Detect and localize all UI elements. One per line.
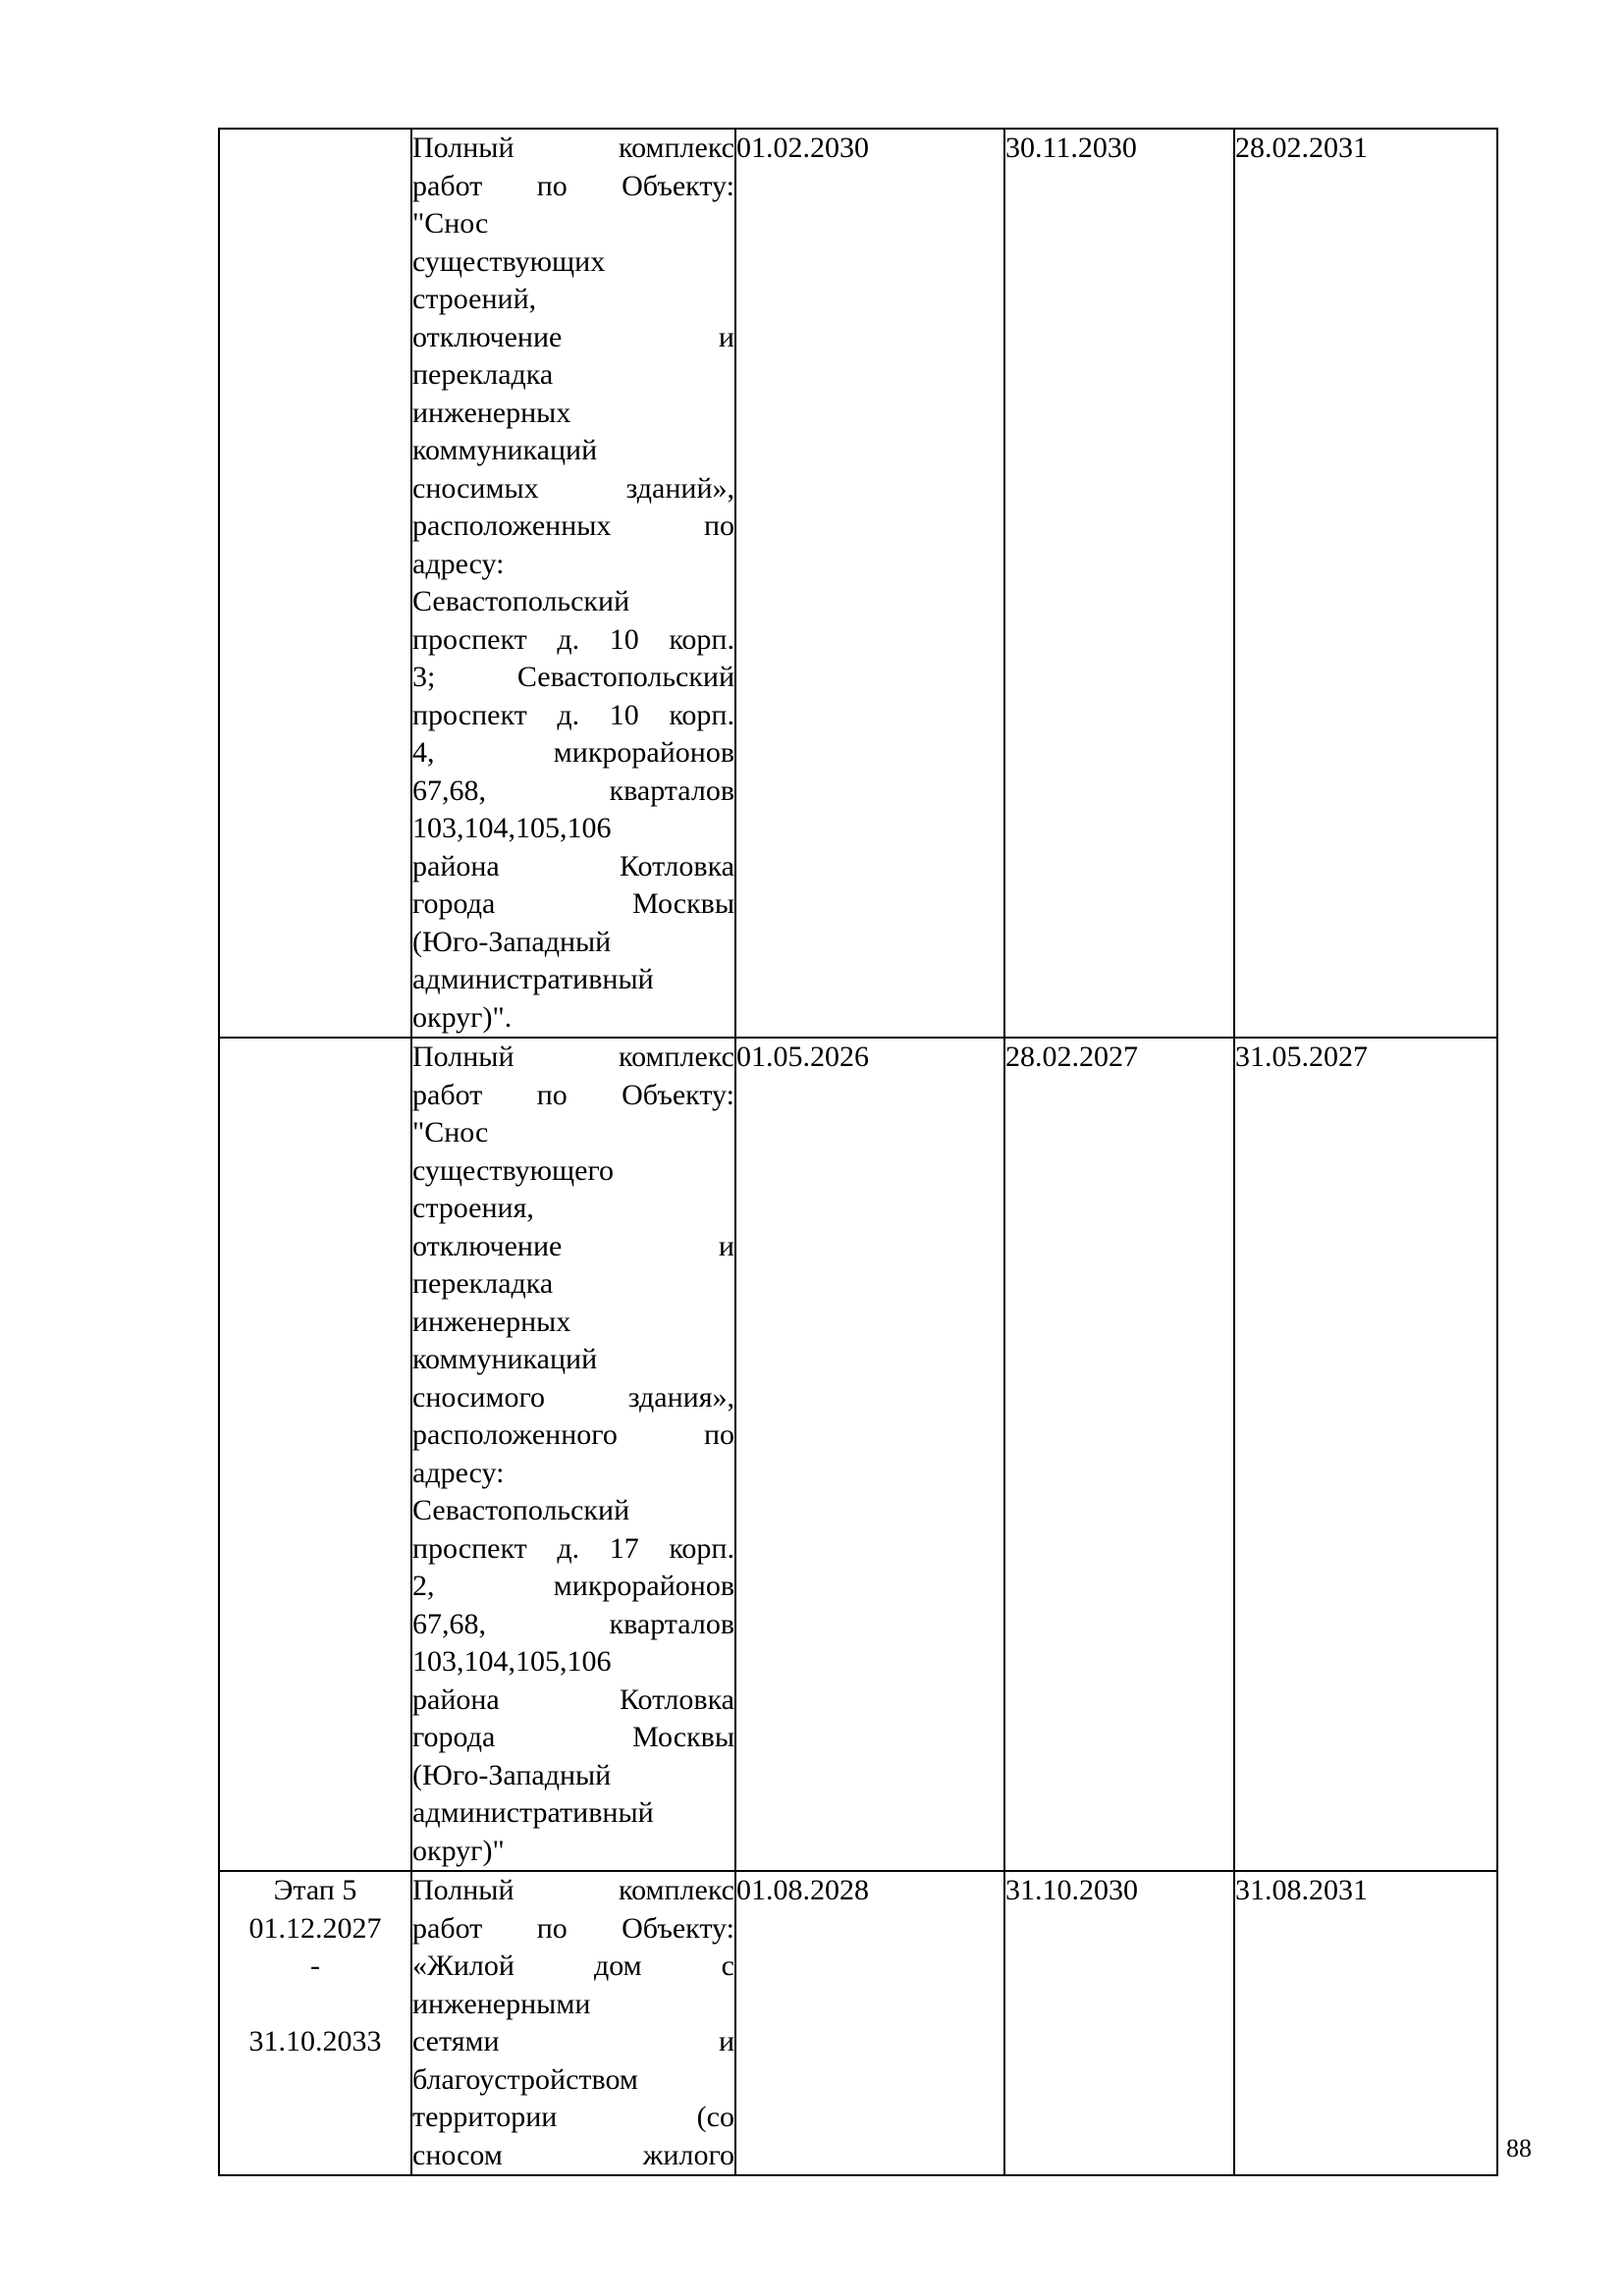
work-line: работ по Объекту: bbox=[412, 169, 734, 202]
work-line: сносом жилого bbox=[412, 2138, 734, 2171]
end-date: 28.02.2027 bbox=[1005, 1041, 1138, 1073]
work-line: сетями и bbox=[412, 2025, 734, 2057]
final-date-cell bbox=[1234, 1871, 1497, 2175]
start-date: 01.02.2030 bbox=[736, 132, 869, 164]
work-line: 67,68, кварталов bbox=[412, 774, 734, 807]
work-line: благоустройством bbox=[412, 2062, 638, 2096]
work-line: "Снос bbox=[412, 207, 489, 240]
table-row bbox=[219, 1038, 1497, 1871]
table-row bbox=[219, 1871, 1497, 2175]
work-line: коммуникаций bbox=[412, 434, 598, 466]
final-date-cell bbox=[1234, 1038, 1497, 1871]
work-line: территории (со bbox=[412, 2101, 734, 2133]
end-date-cell bbox=[1004, 1038, 1234, 1871]
work-line: инженерных bbox=[412, 396, 571, 429]
work-line: «Жилой дом с bbox=[412, 1949, 734, 1982]
work-line: "Снос bbox=[412, 1116, 489, 1148]
work-line: 67,68, кварталов bbox=[412, 1607, 734, 1640]
work-line: 103,104,105,106 bbox=[412, 812, 612, 844]
work-line: сносимых зданий», bbox=[412, 471, 734, 505]
work-line: инженерных bbox=[412, 1305, 571, 1338]
work-line: отключение и bbox=[412, 320, 734, 353]
work-line: проспект д. 10 корп. bbox=[412, 698, 734, 731]
stage-cell bbox=[219, 1871, 411, 2175]
work-description-cell bbox=[411, 1038, 735, 1871]
stage-line: 31.10.2033 bbox=[248, 2025, 382, 2057]
work-line: Полный комплекс bbox=[412, 1041, 734, 1073]
page-number: 88 bbox=[1506, 2134, 1532, 2163]
work-line: Севастопольский bbox=[412, 1494, 630, 1526]
work-line: административный bbox=[412, 1796, 654, 1829]
end-date-cell bbox=[1004, 1871, 1234, 2175]
stage-cell bbox=[219, 129, 411, 1038]
start-date: 01.08.2028 bbox=[736, 1874, 869, 1906]
stage-line: 01.12.2027 bbox=[248, 1911, 382, 1945]
stage-line bbox=[220, 1986, 410, 2024]
work-line: расположенных по bbox=[412, 509, 734, 542]
work-line: существующего bbox=[412, 1153, 615, 1187]
work-line: отключение и bbox=[412, 1229, 734, 1262]
work-line: округ)" bbox=[412, 1834, 505, 1867]
work-line: адресу: bbox=[412, 1456, 505, 1489]
schedule-table bbox=[218, 128, 1498, 2176]
start-date-cell bbox=[735, 129, 1004, 1038]
work-line: расположенного по bbox=[412, 1418, 734, 1451]
work-line: проспект д. 10 корп. bbox=[412, 622, 734, 656]
work-line: района Котловка bbox=[412, 849, 734, 882]
work-line: округ)". bbox=[412, 1000, 513, 1034]
work-line: (Юго-Западный bbox=[412, 925, 612, 958]
work-line: строений, bbox=[412, 283, 537, 315]
work-description bbox=[412, 1039, 734, 1870]
work-line: проспект д. 17 корп. bbox=[412, 1531, 734, 1565]
work-line: сносимого здания», bbox=[412, 1380, 734, 1414]
work-line: 2, микрорайонов bbox=[412, 1570, 734, 1602]
table-row bbox=[219, 129, 1497, 1038]
stage-lines bbox=[220, 1872, 410, 2061]
stage-cell bbox=[219, 1038, 411, 1871]
start-date-cell bbox=[735, 1871, 1004, 2175]
stage-line: Этап 5 bbox=[273, 1874, 357, 1906]
end-date: 30.11.2030 bbox=[1005, 132, 1137, 164]
work-line: административный bbox=[412, 963, 654, 995]
final-date: 31.05.2027 bbox=[1235, 1041, 1368, 1073]
work-line: Севастопольский bbox=[412, 585, 630, 617]
end-date-cell bbox=[1004, 129, 1234, 1038]
work-line: строения, bbox=[412, 1192, 534, 1224]
work-line: 3; Севастопольский bbox=[412, 661, 734, 693]
end-date: 31.10.2030 bbox=[1005, 1874, 1138, 1906]
work-line: коммуникаций bbox=[412, 1343, 598, 1375]
work-line: существующих bbox=[412, 244, 606, 278]
work-line: Полный комплекс bbox=[412, 1874, 734, 1906]
work-description bbox=[412, 1872, 734, 2174]
work-line: города Москвы bbox=[412, 887, 734, 920]
work-line: инженерными bbox=[412, 1987, 591, 2020]
work-line: перекладка bbox=[412, 1267, 554, 1300]
start-date-cell bbox=[735, 1038, 1004, 1871]
work-line: адресу: bbox=[412, 547, 505, 580]
work-line: работ по Объекту: bbox=[412, 1078, 734, 1111]
start-date: 01.05.2026 bbox=[736, 1041, 869, 1073]
final-date: 28.02.2031 bbox=[1235, 132, 1368, 164]
work-line: Полный комплекс bbox=[412, 132, 734, 164]
final-date: 31.08.2031 bbox=[1235, 1874, 1368, 1906]
work-line: района Котловка bbox=[412, 1682, 734, 1716]
final-date-cell bbox=[1234, 129, 1497, 1038]
stage-line: - bbox=[310, 1949, 320, 1982]
work-line: перекладка bbox=[412, 358, 554, 391]
work-description bbox=[412, 130, 734, 1037]
work-line: (Юго-Западный bbox=[412, 1758, 612, 1791]
work-line: работ по Объекту: bbox=[412, 1911, 734, 1945]
work-line: города Москвы bbox=[412, 1721, 734, 1753]
work-line: 4, микрорайонов bbox=[412, 736, 734, 769]
work-description-cell bbox=[411, 1871, 735, 2175]
work-line: 103,104,105,106 bbox=[412, 1645, 612, 1678]
work-description-cell bbox=[411, 129, 735, 1038]
